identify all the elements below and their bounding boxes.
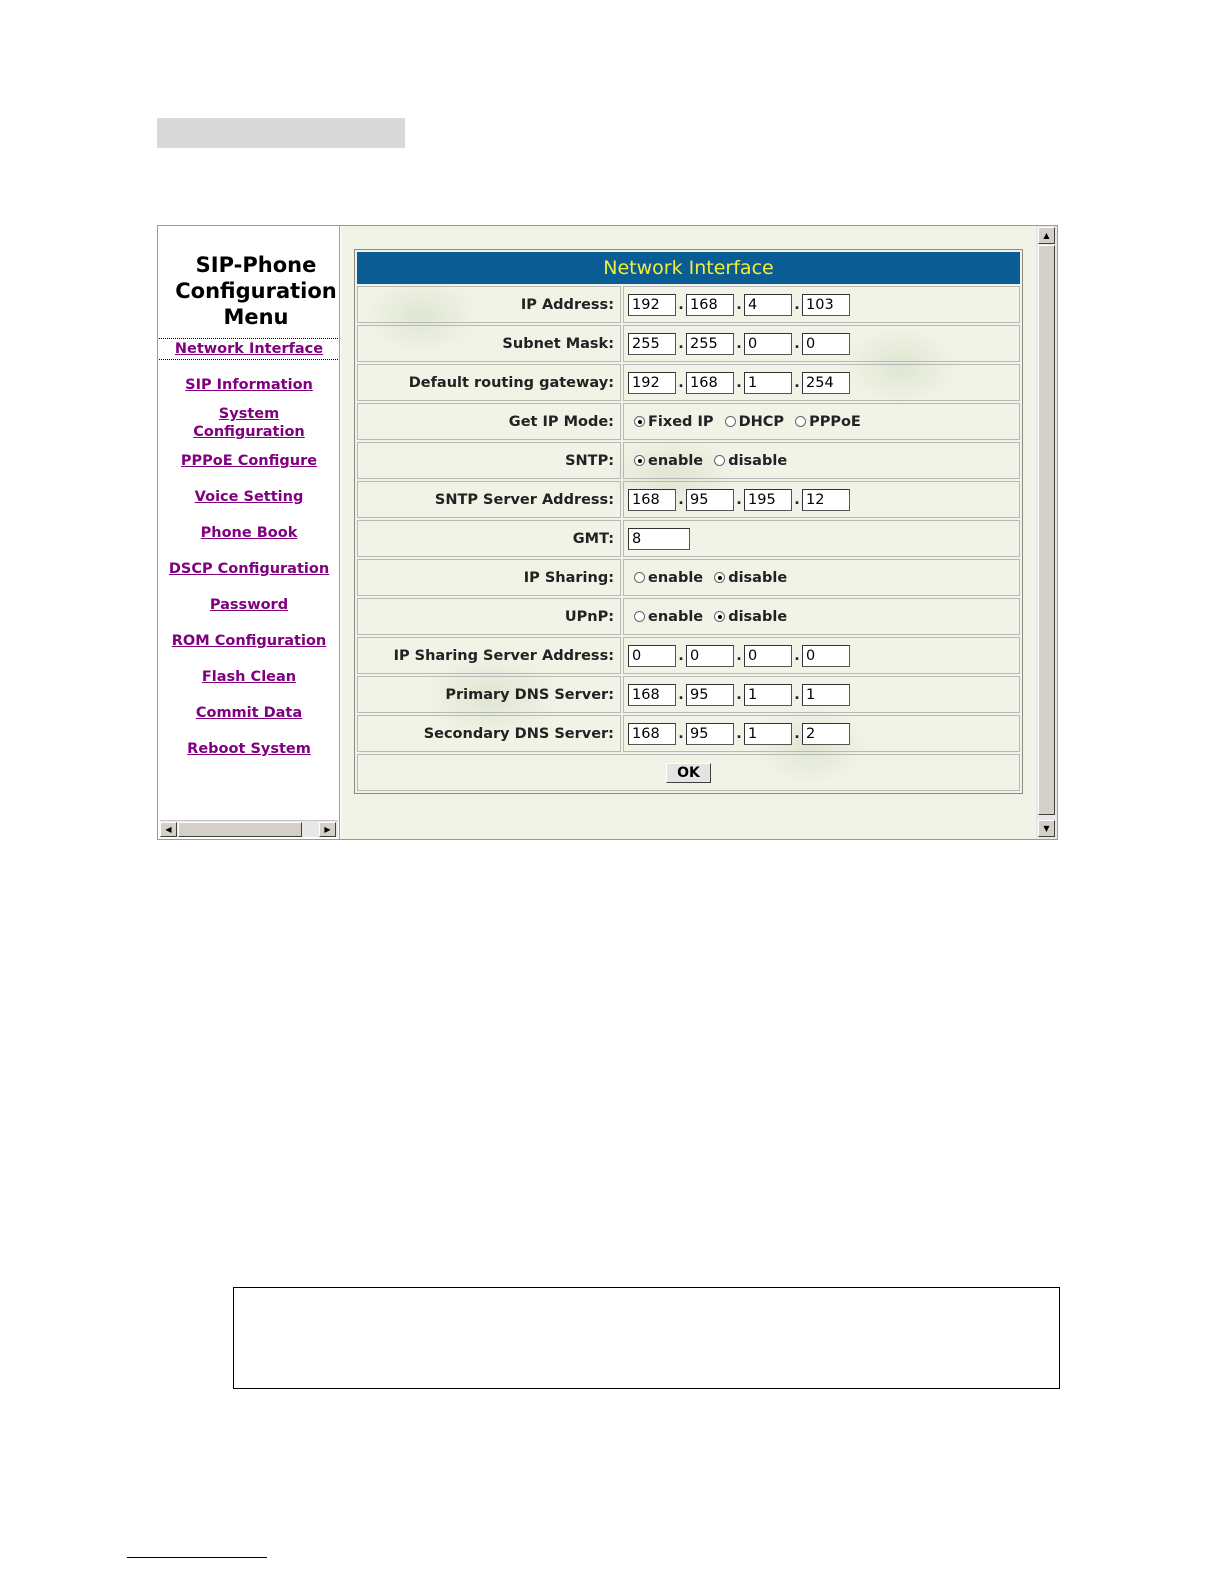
gateway-octet-2[interactable]: 168 <box>686 372 734 394</box>
scroll-right-icon[interactable]: ▶ <box>319 822 336 837</box>
row-ip-sharing <box>357 559 1020 596</box>
ip-sharing-disable-radio[interactable] <box>714 572 725 583</box>
ip-sharing-disable-label: disable <box>728 569 788 586</box>
row-ip-mode <box>357 403 1020 440</box>
ip-address-label: IP Address: <box>357 286 621 323</box>
menu-item-password[interactable]: Password <box>209 597 289 613</box>
upnp-disable-label: disable <box>728 608 788 625</box>
scrollbar-thumb[interactable] <box>1038 245 1055 815</box>
gateway-label: Default routing gateway: <box>357 364 621 401</box>
primary-dns-octet-4[interactable]: 1 <box>802 684 850 706</box>
row-sntp-server: SNTP Server Address: 168 . 95 . 195 . 12 <box>357 481 1020 518</box>
row-gateway: Default routing gateway: 192 . 168 . 1 . 254 <box>357 364 1020 401</box>
ip-mode-fixed-label: Fixed IP <box>648 413 714 430</box>
gateway-octet-1[interactable]: 192 <box>628 372 676 394</box>
ip-address-octet-2[interactable]: 168 <box>686 294 734 316</box>
menu-item-reboot-system[interactable]: Reboot System <box>187 741 311 757</box>
ip-sharing-label: IP Sharing: <box>357 559 621 596</box>
menu-title <box>158 252 340 330</box>
menu-horizontal-scrollbar[interactable] <box>160 820 338 837</box>
sntp-disable-radio[interactable] <box>714 455 725 466</box>
upnp-label: UPnP: <box>357 598 621 635</box>
menu-item-network-interface[interactable]: Network Interface <box>158 340 340 358</box>
menu-item-commit-data[interactable]: Commit Data <box>195 705 303 721</box>
row-gmt <box>357 520 1020 557</box>
footnote-rule <box>127 1557 267 1558</box>
ip-address-octet-4[interactable]: 103 <box>802 294 850 316</box>
ip-mode-fixed-radio[interactable] <box>634 416 645 427</box>
content-vertical-scrollbar[interactable] <box>1036 226 1057 839</box>
menu-item-voice-setting[interactable]: Voice Setting <box>194 489 304 505</box>
secondary-dns-octet-1[interactable]: 168 <box>628 723 676 745</box>
menu-item-dscp-configuration[interactable]: DSCP Configuration <box>168 561 330 577</box>
row-primary-dns: Primary DNS Server: 168 . 95 . 1 . 1 <box>357 676 1020 713</box>
ip-mode-pppoe-label: PPPoE <box>809 413 861 430</box>
sntp-enable-radio[interactable] <box>634 455 645 466</box>
form-header: Network Interface <box>357 252 1020 284</box>
sntp-enable-label: enable <box>648 452 704 469</box>
scrollbar-thumb[interactable] <box>178 822 302 837</box>
row-sntp <box>357 442 1020 479</box>
ok-button[interactable]: OK <box>666 763 711 783</box>
ip-sharing-enable-label: enable <box>648 569 704 586</box>
scroll-down-icon[interactable]: ▼ <box>1038 820 1055 837</box>
menu-item-system-configuration[interactable]: System <box>218 406 280 422</box>
secondary-dns-octet-4[interactable]: 2 <box>802 723 850 745</box>
sntp-label: SNTP: <box>357 442 621 479</box>
ip-sharing-server-octet-4[interactable]: 0 <box>802 645 850 667</box>
ip-sharing-enable-radio[interactable] <box>634 572 645 583</box>
upnp-enable-radio[interactable] <box>634 611 645 622</box>
secondary-dns-octet-3[interactable]: 1 <box>744 723 792 745</box>
upnp-enable-label: enable <box>648 608 704 625</box>
primary-dns-label: Primary DNS Server: <box>357 676 621 713</box>
row-ip-address: IP Address: 192 . 168 . 4 . 103 <box>357 286 1020 323</box>
subnet-mask-octet-4[interactable]: 0 <box>802 333 850 355</box>
row-subnet-mask: Subnet Mask: 255 . 255 . 0 . 0 <box>357 325 1020 362</box>
gateway-octet-4[interactable]: 254 <box>802 372 850 394</box>
menu-item-flash-clean[interactable]: Flash Clean <box>201 669 297 685</box>
gmt-input[interactable]: 8 <box>628 528 690 550</box>
row-upnp <box>357 598 1020 635</box>
secondary-dns-label: Secondary DNS Server: <box>357 715 621 752</box>
menu-frame <box>158 226 340 839</box>
menu-title-line: SIP-Phone <box>195 253 317 277</box>
scroll-up-icon[interactable]: ▲ <box>1038 227 1055 244</box>
ip-mode-label: Get IP Mode: <box>357 403 621 440</box>
menu-item-rom-configuration[interactable]: ROM Configuration <box>171 633 327 649</box>
row-ok <box>357 754 1020 791</box>
subnet-mask-octet-3[interactable]: 0 <box>744 333 792 355</box>
ip-mode-pppoe-radio[interactable] <box>795 416 806 427</box>
ip-address-octet-3[interactable]: 4 <box>744 294 792 316</box>
content-frame <box>341 226 1036 839</box>
ip-sharing-server-octet-3[interactable]: 0 <box>744 645 792 667</box>
upnp-disable-radio[interactable] <box>714 611 725 622</box>
menu-title-line: Menu <box>223 305 289 329</box>
row-secondary-dns: Secondary DNS Server: 168 . 95 . 1 . 2 <box>357 715 1020 752</box>
sntp-server-octet-4[interactable]: 12 <box>802 489 850 511</box>
menu-item-system-configuration[interactable]: Configuration <box>193 424 305 440</box>
subnet-mask-octet-1[interactable]: 255 <box>628 333 676 355</box>
primary-dns-octet-1[interactable]: 168 <box>628 684 676 706</box>
sntp-server-octet-2[interactable]: 95 <box>686 489 734 511</box>
gateway-octet-3[interactable]: 1 <box>744 372 792 394</box>
ip-address-octet-1[interactable]: 192 <box>628 294 676 316</box>
sntp-server-octet-1[interactable]: 168 <box>628 489 676 511</box>
gmt-label: GMT: <box>357 520 621 557</box>
row-ip-sharing-server: IP Sharing Server Address: 0 . 0 . 0 . 0 <box>357 637 1020 674</box>
secondary-dns-octet-2[interactable]: 95 <box>686 723 734 745</box>
menu-item-pppoe-configure[interactable]: PPPoE Configure <box>180 453 318 469</box>
scroll-left-icon[interactable]: ◀ <box>160 822 177 837</box>
sntp-server-label: SNTP Server Address: <box>357 481 621 518</box>
ip-sharing-server-octet-1[interactable]: 0 <box>628 645 676 667</box>
network-interface-form <box>354 249 1023 794</box>
browser-window <box>157 225 1058 840</box>
menu-title-line: Configuration <box>175 279 337 303</box>
note-box <box>233 1287 1060 1389</box>
ip-mode-dhcp-label: DHCP <box>738 413 785 430</box>
ip-mode-dhcp-radio[interactable] <box>725 416 736 427</box>
primary-dns-octet-2[interactable]: 95 <box>686 684 734 706</box>
subnet-mask-octet-2[interactable]: 255 <box>686 333 734 355</box>
section-heading-bar <box>157 118 405 148</box>
ip-sharing-server-octet-2[interactable]: 0 <box>686 645 734 667</box>
menu-item-phone-book[interactable]: Phone Book <box>200 525 298 541</box>
sntp-server-octet-3[interactable]: 195 <box>744 489 792 511</box>
sntp-disable-label: disable <box>728 452 788 469</box>
subnet-mask-label: Subnet Mask: <box>357 325 621 362</box>
ip-sharing-server-label: IP Sharing Server Address: <box>357 637 621 674</box>
primary-dns-octet-3[interactable]: 1 <box>744 684 792 706</box>
menu-item-sip-information[interactable]: SIP Information <box>185 377 313 393</box>
